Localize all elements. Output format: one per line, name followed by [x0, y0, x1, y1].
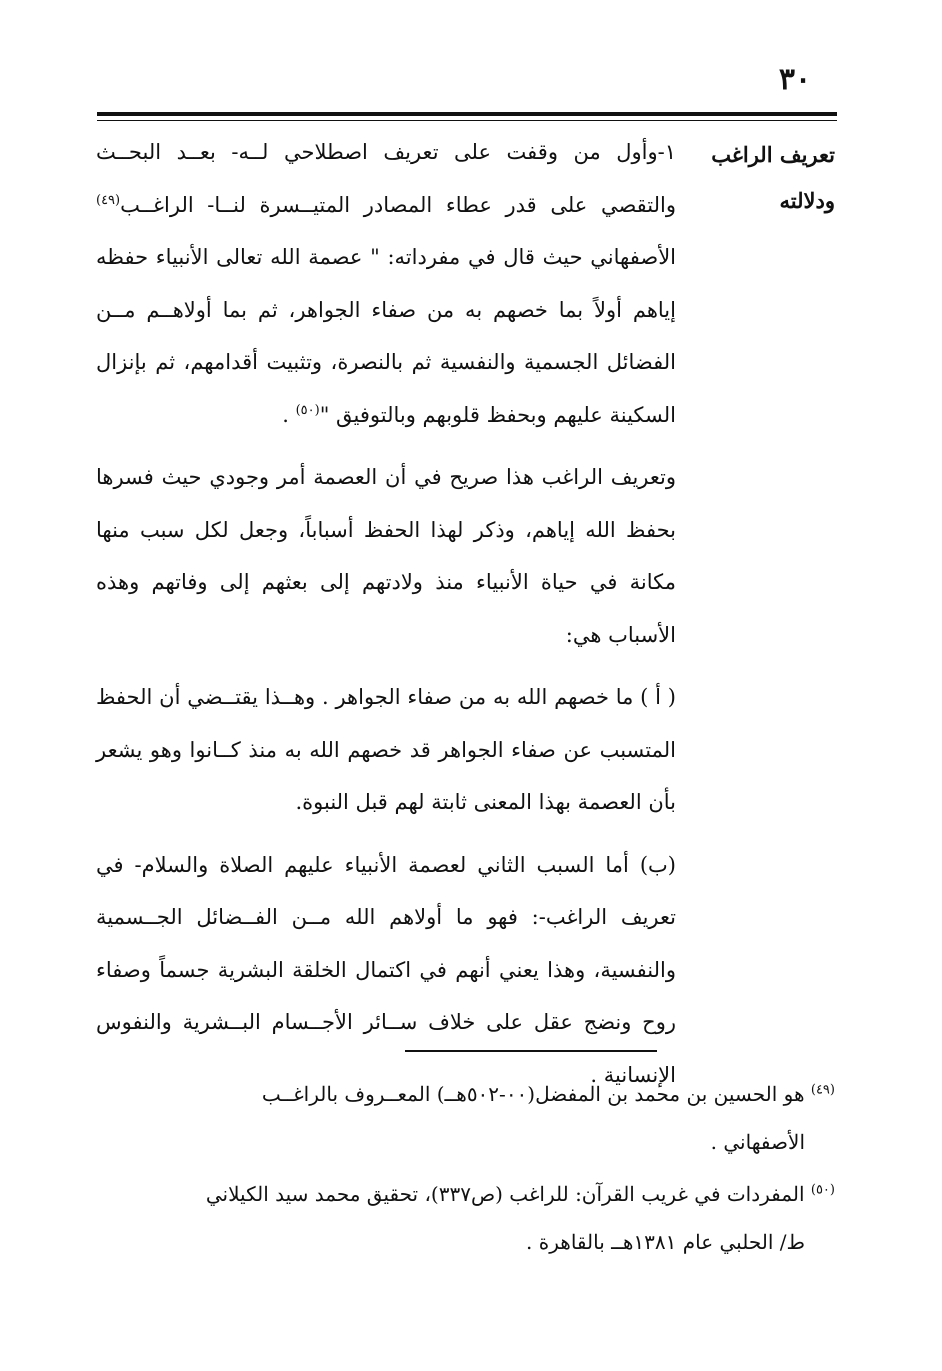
footnote-50 — [90, 1170, 835, 1266]
main-text — [96, 126, 676, 1101]
spacer — [96, 661, 676, 671]
paragraph-1 — [96, 126, 676, 441]
footnote-49-text: هو الحسين بن محمد بن المفضل(٠٠-٥٠٢هــ) المعــروف بالراغــب — [261, 1082, 811, 1106]
paragraph-3: ( أ ) ما خصهم الله به من صفاء الجواهر . وهــذا يقتــضي أن الحفظ المتسبب عن صفاء الجواهر قد خصهم الله به منذ كــانوا وهو يشعر بأن العصمة بهذا المعنى ثابتة لهم قبل النبوة. — [96, 685, 676, 814]
footnote-50-continuation: ط/ الحلبي عام ١٣٨١هــ بالقاهرة . — [526, 1230, 805, 1254]
footnote-ref-50[interactable]: (٥٠) — [295, 402, 320, 418]
paragraph-1-text-a: ١-وأول من وقفت على تعريف اصطلاحي لــه- بعــد البحــث والتقصي على قدر عطاء المصادر المتيــسرة لنــا- الراغــب — [96, 140, 676, 217]
footnote-divider — [405, 1050, 657, 1052]
footnote-50-text: المفردات في غريب القرآن: للراغب (ص٣٣٧)، تحقيق محمد سيد الكيلاني — [205, 1182, 811, 1206]
sidenote — [690, 132, 835, 224]
spacer — [96, 829, 676, 839]
footnote-49 — [90, 1070, 835, 1166]
footnote-49-continuation: الأصفهاني . — [710, 1130, 805, 1154]
footnote-ref-49[interactable]: (٤٩) — [96, 192, 121, 208]
sidenote-line-2: ودلالته — [779, 188, 835, 213]
paragraph-4: (ب) أما السبب الثاني لعصمة الأنبياء عليهم الصلاة والسلام- في تعريف الراغب-: فهو ما أولاهم الله مــن الفــضائل الجــسمية والنفسية، وهذا يعني أنهم في اكتمال الخلقة البشرية جسماً وصفاء روح ونضج عقل على خلاف ســائر الأجــسام البــشرية والنفوس الإنسانية . — [96, 852, 676, 1087]
paragraph-2: وتعريف الراغب هذا صريح في أن العصمة أمر وجودي حيث فسرها بحفظ الله إياهم، وذكر لهذا الحفظ أسباباً، وجعل لكل سبب منها مكانة في حياة الأنبياء منذ ولادتهم إلى بعثهم إلى وفاتهم وهذه الأسباب هي: — [96, 465, 676, 647]
spacer — [96, 441, 676, 451]
footnote-49-number: (٤٩) — [810, 1082, 835, 1098]
footnote-50-number: (٥٠) — [810, 1182, 835, 1198]
paragraph-1-text-c: . — [282, 402, 296, 427]
page-number: ٣٠ — [778, 62, 812, 97]
header-rule-thick — [97, 112, 837, 116]
paragraph-1-text-b: الأصفهاني حيث قال في مفرداته: " عصمة الله تعالى الأنبياء حفظه إياهم أولاً بما خصهم به من صفاء الجواهر، ثم بما أولاهــم مــن الفضائل الجسمية والنفسية ثم بالنصرة، وتثبيت أقدامهم، ثم بإنزال السكينة عليهم وبحفظ قلوبهم وبالتوفيق " — [96, 245, 676, 427]
header-rule-thin — [97, 120, 837, 121]
footnotes — [90, 1070, 835, 1270]
sidenote-line-1: تعريف الراغب — [711, 142, 835, 167]
